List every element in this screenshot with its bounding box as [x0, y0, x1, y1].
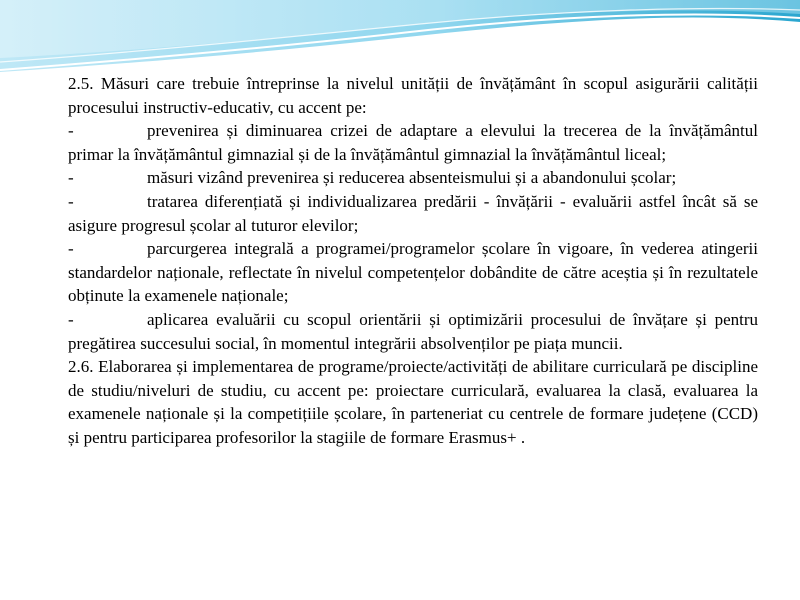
bullet-text: prevenirea și diminuarea crizei de adaptare a elevului la trecerea de la învățământul primar la învățământul gimnazial și de la învățământul gimnazial la învățământul liceal; [68, 121, 758, 164]
bullet-text: măsuri vizând prevenirea și reducerea absenteismului și a abandonului școlar; [147, 168, 677, 188]
bullet-dash: - [68, 239, 74, 259]
bullet-dash: - [68, 168, 74, 188]
bullet-text: aplicarea evaluării cu scopul orientării și optimizării procesului de învățare și pentru pregătirea succesului social, în momentul integrării absolvenților pe piața muncii. [68, 309, 758, 353]
bullet-dash: - [68, 121, 74, 141]
bullet-item [68, 119, 758, 166]
bullet-text: parcurgerea integrală a programei/programelor școlare în vigoare, în vederea atingerii standardelor naționale, reflectate în nivelul competențelor dobândite de către aceștia și în rezultatele obținute la examenele naționale; [68, 239, 758, 306]
bullet-item [68, 190, 758, 237]
bullet-item [68, 237, 758, 308]
bullet-item [68, 166, 758, 190]
bullet-dash: - [68, 309, 74, 329]
decorative-wave-header [0, 0, 800, 80]
section-heading-2-5: 2.5. Măsuri care trebuie întreprinse la nivelul unității de învățământ în scopul asigurării calității procesului instructiv-educativ, cu accent pe: [68, 74, 758, 117]
bullet-item [68, 308, 758, 355]
bullet-text: tratarea diferențiată și individualizarea predării - învățării - evaluării astfel încât să se asigure progresul școlar al tuturor elevilor; [68, 191, 758, 235]
document-body [68, 72, 758, 450]
bullet-dash: - [68, 191, 74, 211]
section-heading-2-6: 2.6. Elaborarea și implementarea de programe/proiecte/activități de abilitare curriculară pe discipline de studiu/niveluri de studiu, cu accent pe: proiectare curriculară, evaluarea la clasă, evaluarea la examenele naționale și la competițiile școlare, în parteneriat cu centrele de formare județene (CCD) și pentru participarea profesorilor la stagiile de formare Erasmus+ . [68, 357, 758, 447]
